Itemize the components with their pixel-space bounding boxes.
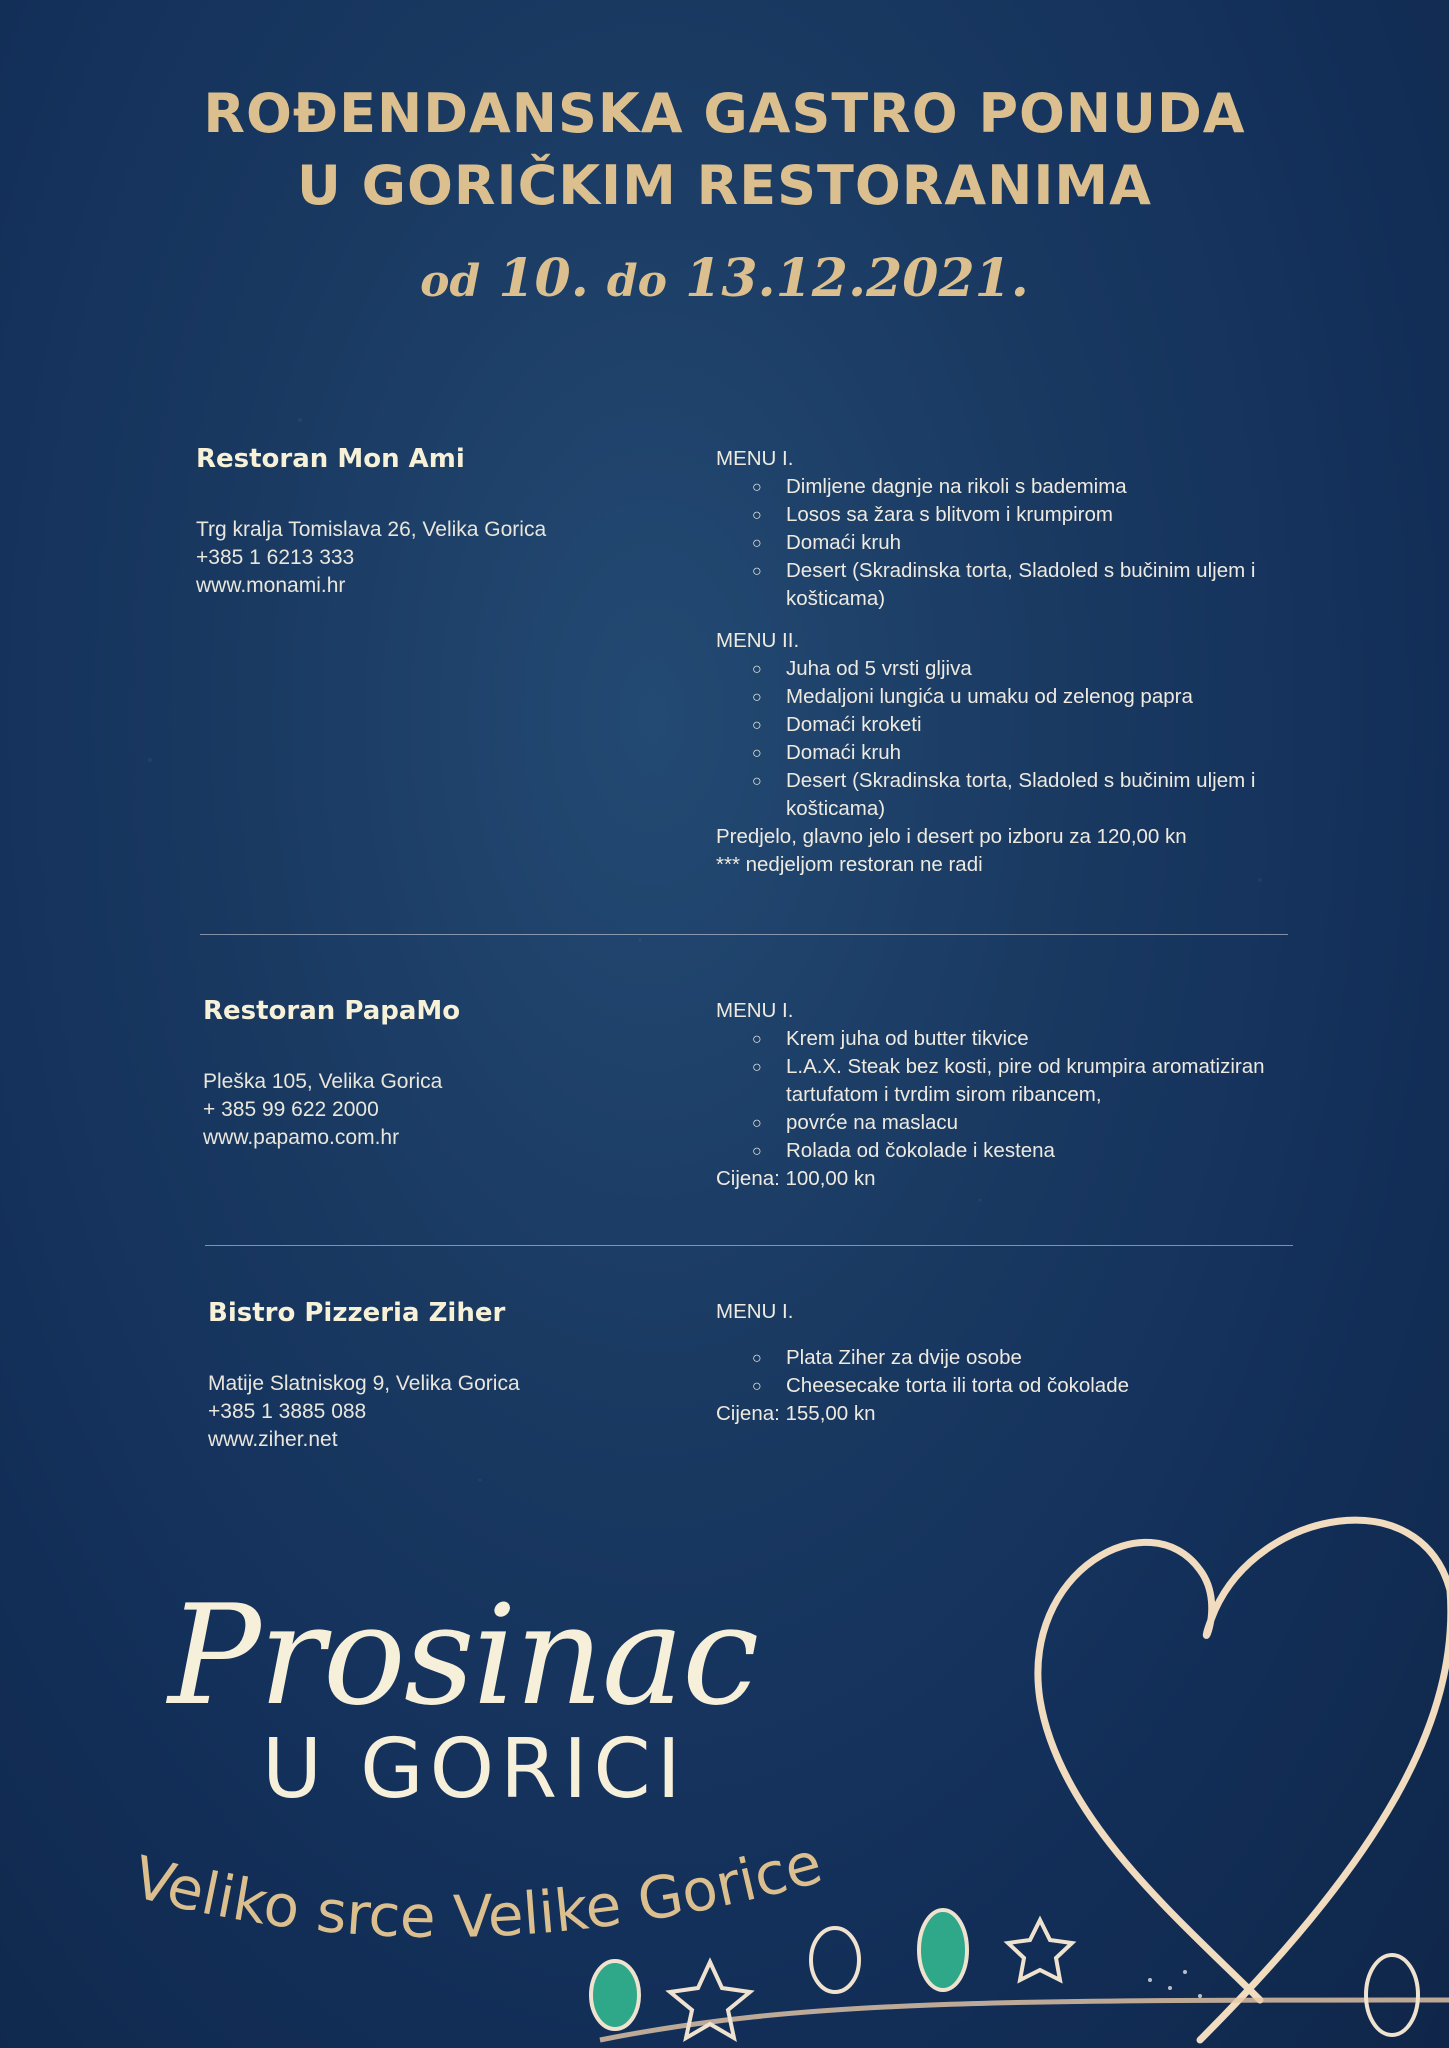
restaurant-papamo-menus	[716, 997, 1296, 1193]
menu-item: ○ Dimljene dagnje na rikoli s bademima	[786, 473, 1276, 501]
header-title-line1: ROĐENDANSKA GASTRO PONUDA	[203, 82, 1246, 145]
menu-price: Cijena: 100,00 kn	[716, 1167, 876, 1190]
dates-do: do	[606, 256, 668, 307]
menu-item: ○ Juha od 5 vrsti gljiva	[786, 655, 1276, 683]
restaurant-website-link[interactable]: www.monami.hr	[196, 574, 346, 597]
restaurant-phone: +385 1 6213 333	[196, 546, 355, 569]
menu-title: MENU II.	[716, 629, 800, 652]
restaurant-address: Trg kralja Tomislava 26, Velika Gorica	[196, 518, 547, 541]
menu-item: ○ Losos sa žara s blitvom i krumpirom	[786, 501, 1276, 529]
menu-title: MENU I.	[716, 999, 794, 1022]
restaurant-address: Pleška 105, Velika Gorica	[203, 1070, 443, 1093]
restaurant-ziher-info	[208, 1298, 520, 1454]
menu-item: ○ Domaći kroketi	[786, 711, 1276, 739]
menu-item: ○ Krem juha od butter tikvice	[786, 1025, 1296, 1053]
prosinac-script-title: Prosinac	[168, 1575, 758, 1736]
menu-item: ○ Rolada od čokolade i kestena	[786, 1137, 1296, 1165]
header-title-line2: U GORIČKIM RESTORANIMA	[297, 154, 1152, 217]
restaurant-name: Bistro Pizzeria Ziher	[208, 1298, 506, 1328]
menu-item: ○ Plata Ziher za dvije osobe	[786, 1344, 1276, 1372]
restaurant-website-link[interactable]: www.papamo.com.hr	[203, 1126, 400, 1149]
menu-item: ○ povrće na maslacu	[786, 1109, 1296, 1137]
slogan-text	[126, 1828, 828, 1951]
restaurant-ziher-menus	[716, 1298, 1276, 1428]
section-divider	[205, 1245, 1293, 1246]
restaurant-phone: +385 1 3885 088	[208, 1400, 367, 1423]
dates-to: 13.12.2021.	[685, 248, 1029, 309]
restaurant-address: Matije Slatniskog 9, Velika Gorica	[208, 1372, 520, 1395]
menu-price-note: Predjelo, glavno jelo i desert po izboru za 120,00 kn	[716, 825, 1187, 848]
u-gorici-subtitle: U GORICI	[262, 1722, 687, 1817]
slogan-curved-text	[0, 1760, 1000, 2000]
slogan-textpath: Veliko srce Velike Gorice	[126, 1828, 829, 1952]
menu-item: ○ Medaljoni lungića u umaku od zelenog papra	[786, 683, 1276, 711]
dates-od: od	[420, 256, 481, 307]
restaurant-name: Restoran Mon Ami	[196, 444, 465, 474]
section-divider	[200, 934, 1288, 935]
restaurant-website-link[interactable]: www.ziher.net	[208, 1428, 338, 1451]
menu-closed-note: *** nedjeljom restoran ne radi	[716, 853, 983, 876]
restaurant-phone: + 385 99 622 2000	[203, 1098, 379, 1121]
menu-title: MENU I.	[716, 447, 794, 470]
menu-item: ○ L.A.X. Steak bez kosti, pire od krumpira aromatiziran tartufatom i tvrdim sirom ribancem,	[786, 1053, 1296, 1109]
restaurant-monami-info	[196, 444, 546, 600]
event-dates	[0, 248, 1449, 309]
restaurant-name: Restoran PapaMo	[203, 996, 461, 1026]
menu-price: Cijena: 155,00 kn	[716, 1402, 876, 1425]
restaurant-papamo-info	[203, 996, 460, 1152]
menu-item: ○ Domaći kruh	[786, 529, 1276, 557]
dates-from: 10.	[498, 248, 589, 309]
menu-item: ○ Domaći kruh	[786, 739, 1276, 767]
restaurant-monami-menus	[716, 445, 1276, 879]
menu-item: ○ Desert (Skradinska torta, Sladoled s bučinim uljem i košticama)	[786, 767, 1276, 823]
menu-title: MENU I.	[716, 1300, 794, 1323]
menu-item: ○ Desert (Skradinska torta, Sladoled s bučinim uljem i košticama)	[786, 557, 1276, 613]
menu-item: ○ Cheesecake torta ili torta od čokolade	[786, 1372, 1276, 1400]
